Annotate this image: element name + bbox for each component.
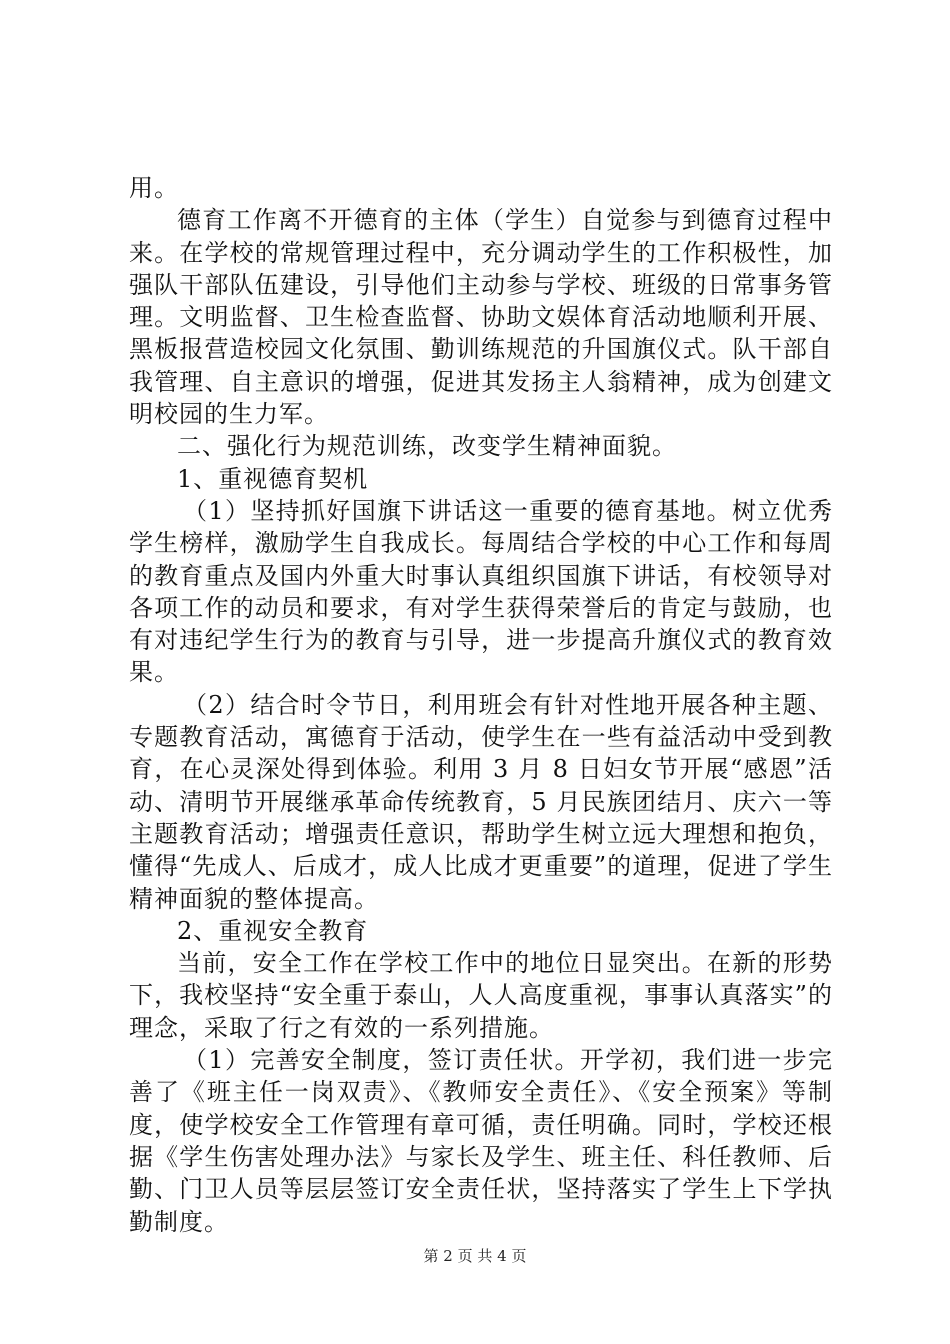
subheading-safety-education: 2、重视安全教育 [177,916,369,945]
paragraph-safety-overview: 当前，安全工作在学校工作中的地位日显突出。在新的形势下，我校坚持“安全重于泰山，人人高度重视，事事认真落实”的理念，采取了行之有效的一系列措施。 [129,949,833,1042]
paragraph-festival-activities: （2）结合时令节日，利用班会有针对性地开展各种主题、专题教育活动，寓德育于活动，使学生在一些有益活动中受到教育，在心灵深处得到体验。利用 3 月 8 日妇女节开展“感恩”活动、清明节开展继承革命传统教育，5 月民族团结月、庆六一等主题教育活动；增强责任意识，帮助学生树立远大理想和抱负，懂得“先成人、后成才，成人比成才更重要”的道理，促进了学生精神面貌的整体提高。 [129,690,833,913]
document-body [129,172,833,1238]
subheading-moral-opportunity: 1、重视德育契机 [177,464,369,493]
paragraph-continuation: 用。 [129,174,179,202]
section-heading-2: 二、强化行为规范训练，改变学生精神面貌。 [177,432,677,461]
page-number-footer: 第 2 页 共 4 页 [423,1247,527,1265]
paragraph-flag-speech: （1）坚持抓好国旗下讲话这一重要的德育基地。树立优秀学生榜样，激励学生自我成长。每周结合学校的中心工作和每周的教育重点及国内外重大时事认真组织国旗下讲话，有校领导对各项工作的动员和要求，有对学生获得荣誉后的肯定与鼓励，也有对违纪学生行为的教育与引导，进一步提高升旗仪式的教育效果。 [129,496,833,687]
paragraph-student-subject: 德育工作离不开德育的主体（学生）自觉参与到德育过程中来。在学校的常规管理过程中，充分调动学生的工作积极性，加强队干部队伍建设，引导他们主动参与学校、班级的日常事务管理。文明监督、卫生检查监督、协助文娱体育活动地顺利开展、黑板报营造校园文化氛围、勤训练规范的升国旗仪式。队干部自我管理、自主意识的增强，促进其发扬主人翁精神，成为创建文明校园的生力军。 [129,206,833,429]
paragraph-safety-system: （1）完善安全制度，签订责任状。开学初，我们进一步完善了《班主任一岗双责》、《教师安全责任》、《安全预案》等制度，使学校安全工作管理有章可循，责任明确。同时，学校还根据《学生伤害处理办法》与家长及学生、班主任、科任教师、后勤、门卫人员等层层签订安全责任状，坚持落实了学生上下学执勤制度。 [129,1046,833,1236]
